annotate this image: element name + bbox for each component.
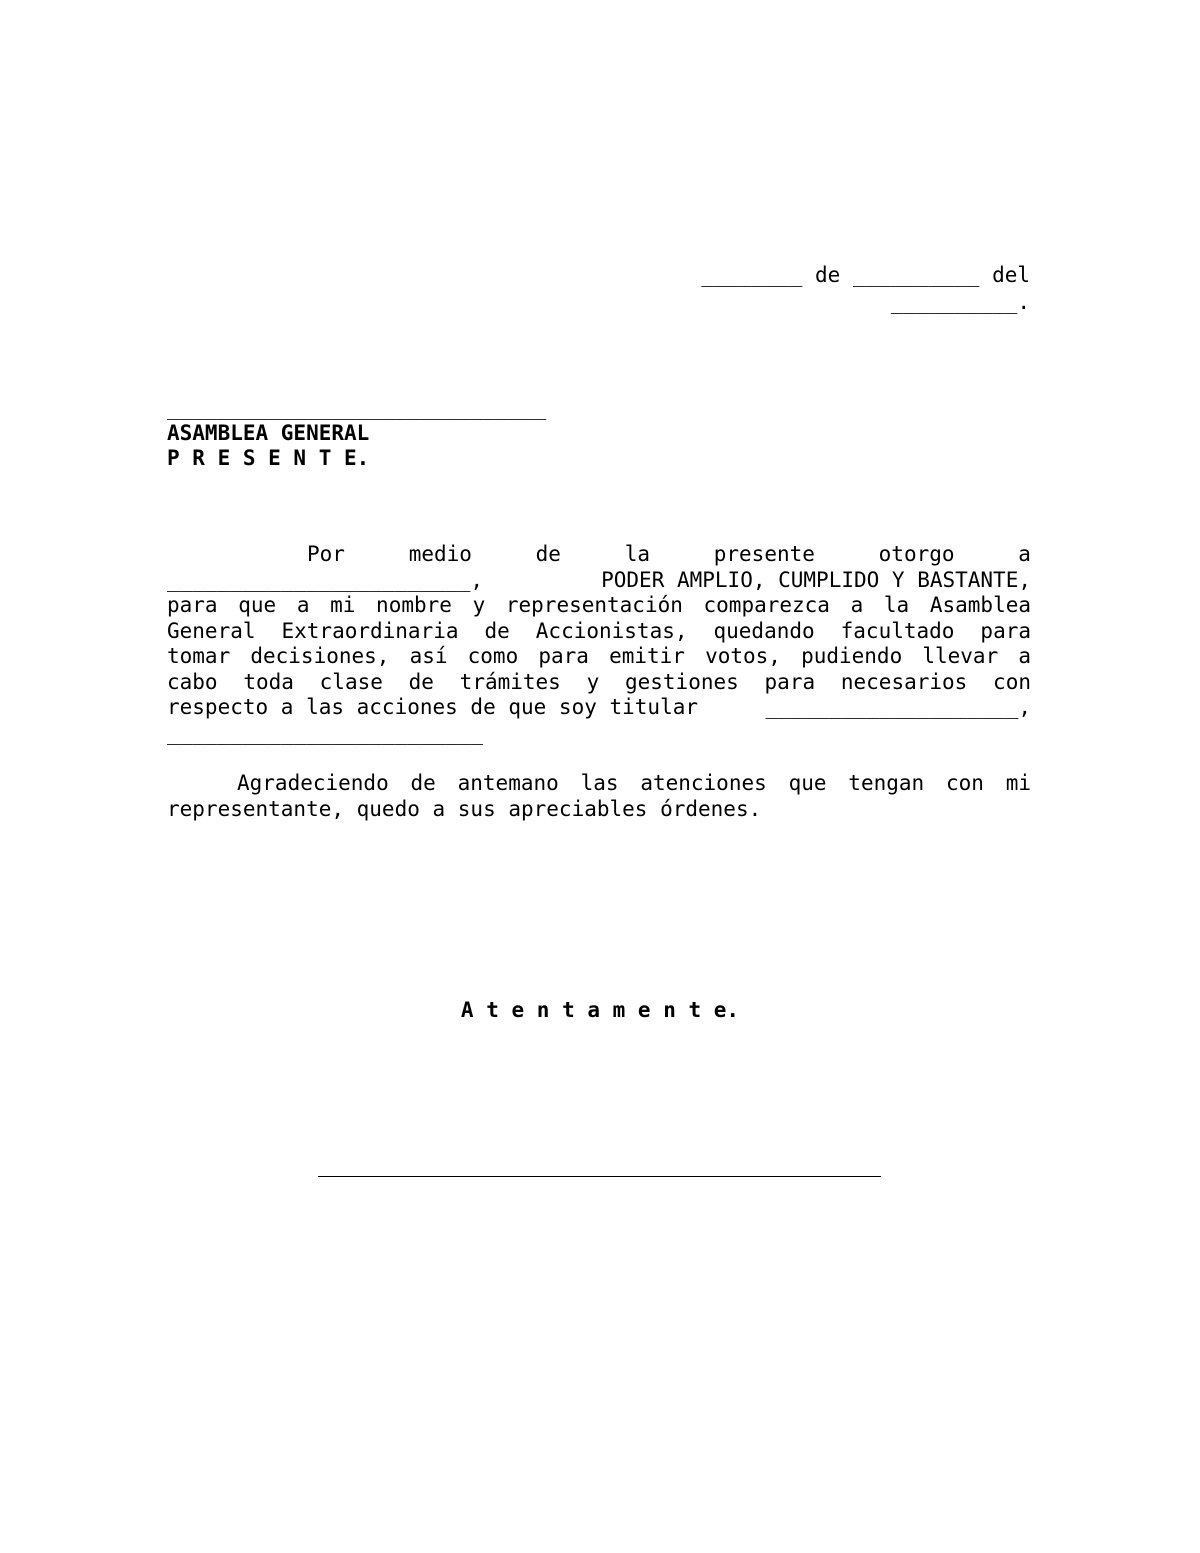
body-word: la — [624, 542, 650, 566]
signature-line — [318, 1176, 881, 1177]
addressee-title: ASAMBLEA GENERAL — [167, 421, 370, 445]
body-row-4: General Extraordinaria de Accionistas, quedando facultado para — [167, 618, 1031, 643]
body-word: medio — [408, 542, 472, 566]
body-word: Por — [307, 542, 345, 566]
addressee-block — [167, 396, 546, 471]
body-row-8-blank: _________________________ — [167, 720, 484, 745]
body-word: de — [535, 542, 561, 566]
body-row-7-text: respecto a las acciones de que soy titular — [167, 695, 699, 719]
closing-salutation: A t e n t a m e n t e. — [460, 998, 740, 1022]
day-blank: ________ — [701, 263, 803, 287]
date-del: del — [992, 263, 1030, 287]
body-row-6: cabo toda clase de trámites y gestiones para necesarios con — [167, 669, 1031, 694]
closing-paragraph — [167, 771, 1031, 822]
body-word: presente — [713, 542, 815, 566]
representative-blank: ________________________, — [167, 567, 484, 592]
power-text: PODER AMPLIO, CUMPLIDO Y BASTANTE, — [601, 567, 1031, 592]
body-row-5: tomar decisiones, así como para emitir votos, pudiendo llevar a — [167, 644, 1031, 668]
body-row-2 — [167, 568, 1031, 594]
month-blank: __________ — [852, 263, 980, 287]
body-row-3: para que a mi nombre y representación comparezca a la Asamblea — [167, 593, 1031, 617]
closing-paragraph-row-1: Agradeciendo de antemano las atenciones que tengan con mi — [237, 771, 1031, 795]
shares-blank: ____________________, — [765, 695, 1031, 719]
date-block — [701, 262, 1030, 316]
date-line-1 — [701, 262, 1030, 289]
body-row-1 — [167, 542, 1031, 568]
body-paragraph — [167, 542, 1031, 746]
body-row-7 — [167, 695, 1031, 721]
year-blank: __________. — [890, 290, 1030, 314]
body-word: otorgo — [878, 542, 955, 566]
body-word: a — [1018, 542, 1031, 566]
addressee-blank: ______________________________ — [167, 396, 547, 420]
addressee-present: P R E S E N T E. — [167, 446, 370, 470]
closing-paragraph-row-2: representante, quedo a sus apreciables órdenes. — [167, 796, 762, 821]
date-de: de — [815, 263, 841, 287]
